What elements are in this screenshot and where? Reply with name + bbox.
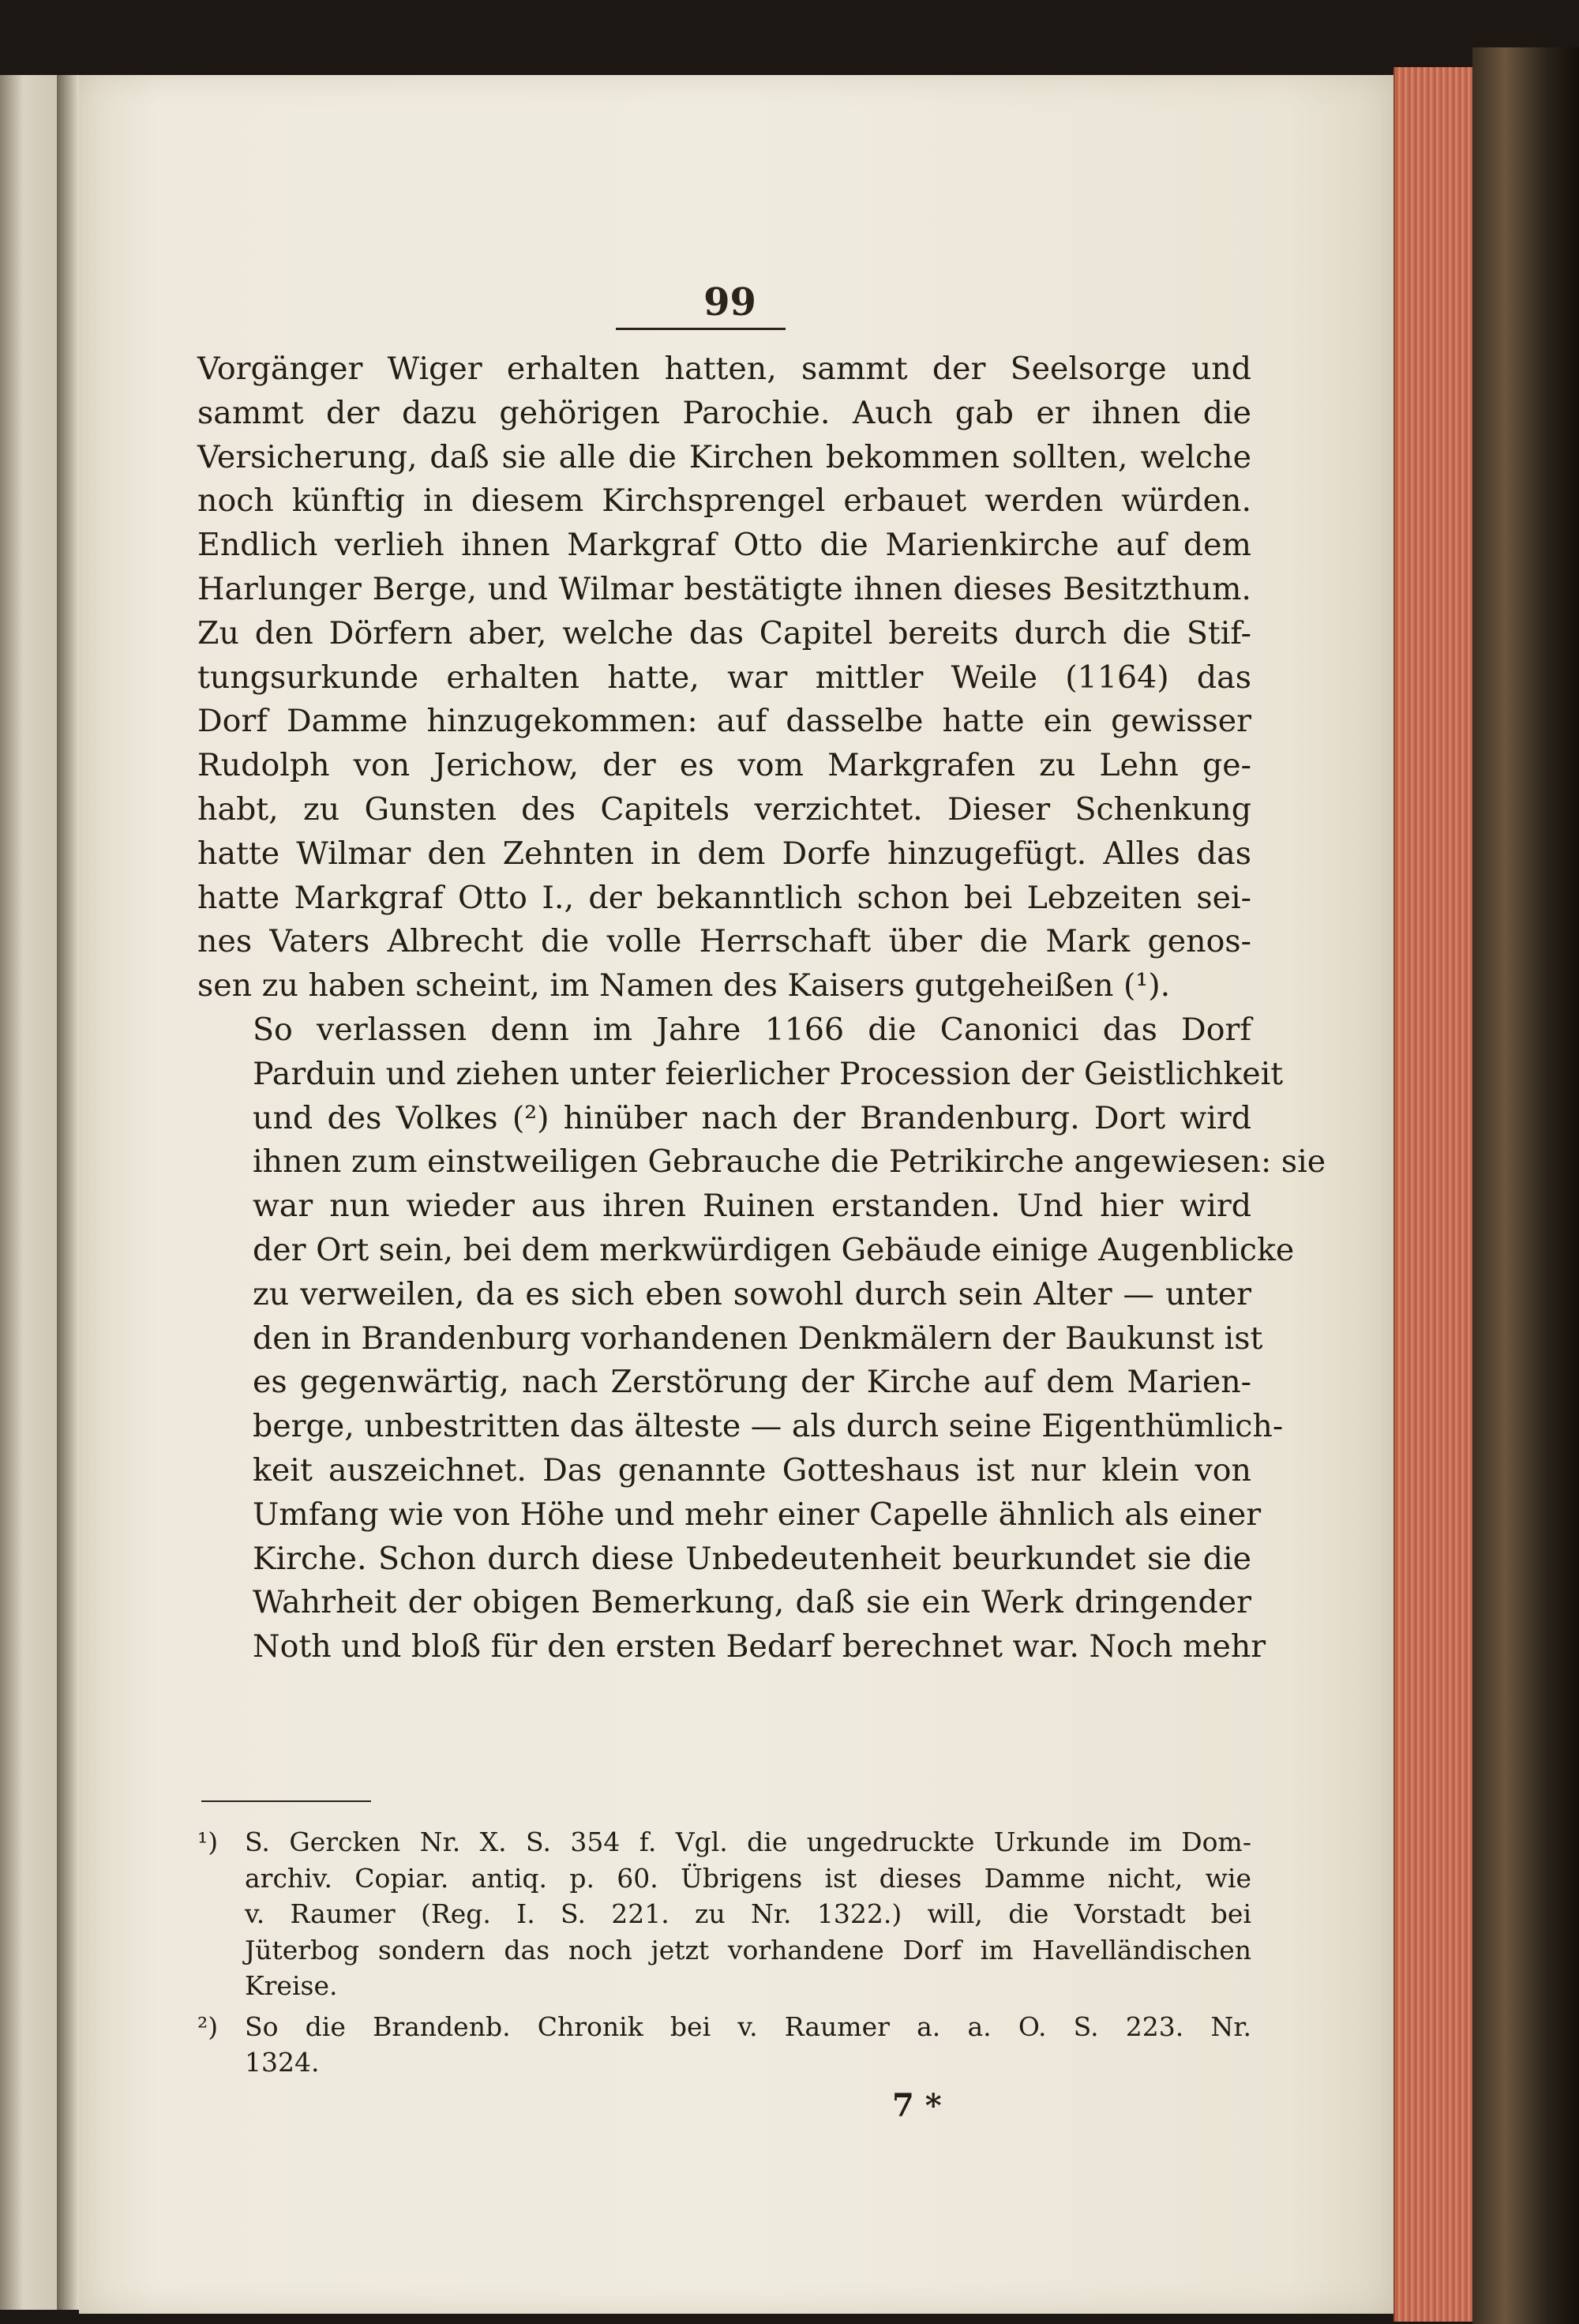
footnote-line: 1324.	[245, 2047, 320, 2078]
footnote-line: S. Gercken Nr. X. S. 354 f. Vgl. die ungedruckte Urkunde im Dom-	[245, 1827, 1251, 1857]
text-line: Harlunger Berge, und Wilmar bestätigte ihnen dieses Besitzthum.	[197, 570, 1251, 607]
footnote-line: Kreise.	[245, 1970, 338, 2001]
book-page	[79, 75, 1393, 2314]
text-line: So verlassen denn im Jahre 1166 die Canonici das Dorf	[253, 1011, 1251, 1048]
footnote-body	[245, 2009, 1251, 2081]
text-line: sen zu haben scheint, im Namen des Kaisers gutgeheißen (¹).	[197, 967, 1171, 1004]
page-number: 99	[703, 280, 756, 325]
text-line: Vorgänger Wiger erhalten hatten, sammt der Seelsorge und	[197, 351, 1251, 387]
footnote-line: archiv. Copiar. antiq. p. 60. Übrigens ist dieses Damme nicht, wie	[245, 1862, 1251, 1894]
text-line: sammt der dazu gehörigen Parochie. Auch gab er ihnen die	[197, 394, 1251, 431]
text-line: Dorf Damme hinzugekommen: auf dasselbe hatte ein gewisser	[197, 703, 1251, 740]
text-line: Noth und bloß für den ersten Bedarf berechnet war. Noch mehr	[253, 1628, 1266, 1665]
text-line: Umfang wie von Höhe und mehr einer Capelle ähnlich als einer	[253, 1496, 1262, 1533]
text-line: noch künftig in diesem Kirchsprengel erbauet werden würden.	[197, 482, 1251, 520]
text-line: Kirche. Schon durch diese Unbedeutenheit beurkundet sie die	[253, 1540, 1251, 1577]
footnote-2	[197, 2009, 1251, 2081]
footnote-rule	[201, 1800, 371, 1802]
text-line: es gegenwärtig, nach Zerstörung der Kirche auf dem Marien-	[253, 1364, 1251, 1401]
book-cover-edge	[1472, 47, 1579, 2324]
text-line: berge, unbestritten das älteste — als durch seine Eigenthümlich-	[253, 1408, 1284, 1445]
text-line: tungsurkunde erhalten hatte, war mittler Weile (1164) das	[197, 659, 1251, 696]
text-line: Zu den Dörfern aber, welche das Capitel bereits durch die Stif-	[197, 614, 1251, 651]
footnote-marker: ¹)	[197, 1827, 219, 1857]
footnote-line: Jüterbog sondern das noch jetzt vorhandene Dorf im Havelländischen	[245, 1934, 1251, 1965]
footnote-line: So die Brandenb. Chronik bei v. Raumer a. a. O. S. 223. Nr.	[245, 2011, 1251, 2042]
header-rule	[616, 328, 786, 330]
footnote-1	[197, 1824, 1251, 2004]
footnote-marker: ²)	[197, 2011, 219, 2042]
book-gutter	[57, 75, 81, 2310]
body-text	[197, 347, 1326, 1669]
paragraph-2	[197, 1008, 1326, 1669]
text-line: hatte Wilmar den Zehnten in dem Dorfe hinzugefügt. Alles das	[197, 835, 1251, 872]
text-line: Endlich verlieh ihnen Markgraf Otto die Marienkirche auf dem	[197, 527, 1251, 564]
text-line: Rudolph von Jerichow, der es vom Markgrafen zu Lehn ge-	[197, 747, 1251, 784]
text-line: Versicherung, daß sie alle die Kirchen bekommen sollten, welche	[197, 438, 1251, 475]
text-line: ihnen zum einstweiligen Gebrauche die Petrikirche angewiesen: sie	[253, 1143, 1326, 1181]
footnote-line: v. Raumer (Reg. I. S. 221. zu Nr. 1322.) will, die Vorstadt bei	[245, 1898, 1251, 1929]
signature-mark: 7 *	[892, 2087, 942, 2124]
text-line: hatte Markgraf Otto I., der bekanntlich schon bei Lebzeiten sei-	[197, 879, 1251, 916]
page-edges	[1393, 67, 1474, 2322]
text-line: habt, zu Gunsten des Capitels verzichtet. Dieser Schenkung	[197, 790, 1251, 828]
text-line: Wahrheit der obigen Bemerkung, daß sie ein Werk dringender	[253, 1584, 1251, 1621]
text-line: keit auszeichnet. Das genannte Gotteshaus ist nur klein von	[253, 1451, 1251, 1489]
footnote-body	[245, 1824, 1251, 2004]
text-line: den in Brandenburg vorhandenen Denkmälern der Baukunst ist	[253, 1320, 1263, 1357]
footnotes	[197, 1824, 1251, 2086]
paragraph-1	[197, 347, 1251, 1008]
text-line: der Ort sein, bei dem merkwürdigen Gebäude einige Augenblicke	[253, 1231, 1295, 1268]
text-line: und des Volkes (²) hinüber nach der Brandenburg. Dort wird	[253, 1099, 1251, 1136]
text-line: zu verweilen, da es sich eben sowohl durch sein Alter — unter	[253, 1275, 1251, 1312]
text-line: Parduin und ziehen unter feierlicher Procession der Geistlichkeit	[253, 1055, 1284, 1092]
text-line: war nun wieder aus ihren Ruinen erstanden. Und hier wird	[253, 1188, 1251, 1225]
previous-page-edge	[0, 75, 59, 2310]
text-line: nes Vaters Albrecht die volle Herrschaft über die Mark genos-	[197, 923, 1251, 960]
